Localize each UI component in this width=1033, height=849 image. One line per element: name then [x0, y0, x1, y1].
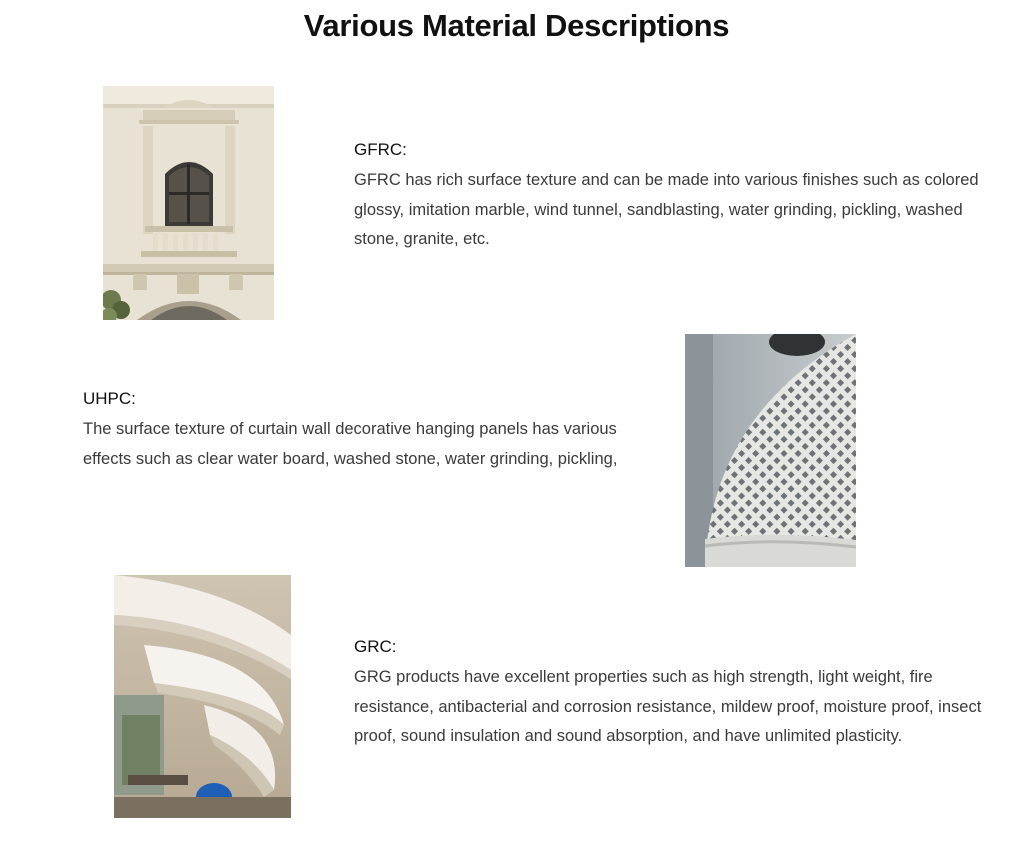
uhpc-description: The surface texture of curtain wall decorative hanging panels has various effects such as clear water board, washed stone, water grinding, pickling, — [83, 420, 618, 468]
grc-staircase-image — [114, 575, 291, 818]
grc-description: GRG products have excellent properties such as high strength, light weight, fire resistance, antibacterial and corrosion resistance, mildew proof, moisture proof, insect proof, sound insulation and sound absorption, and have unlimited plasticity. — [354, 668, 982, 745]
uhpc-curtain-wall-image — [685, 334, 856, 567]
gfrc-description: GFRC has rich surface texture and can be made into various finishes such as colored glossy, imitation marble, wind tunnel, sandblasting, water grinding, pickling, washed stone, granite, etc. — [354, 171, 979, 248]
uhpc-label: UHPC: — [83, 389, 136, 408]
page-title: Various Material Descriptions — [303, 8, 730, 43]
gfrc-facade-image — [103, 86, 274, 320]
grc-label: GRC: — [354, 637, 397, 656]
gfrc-label: GFRC: — [354, 140, 407, 159]
